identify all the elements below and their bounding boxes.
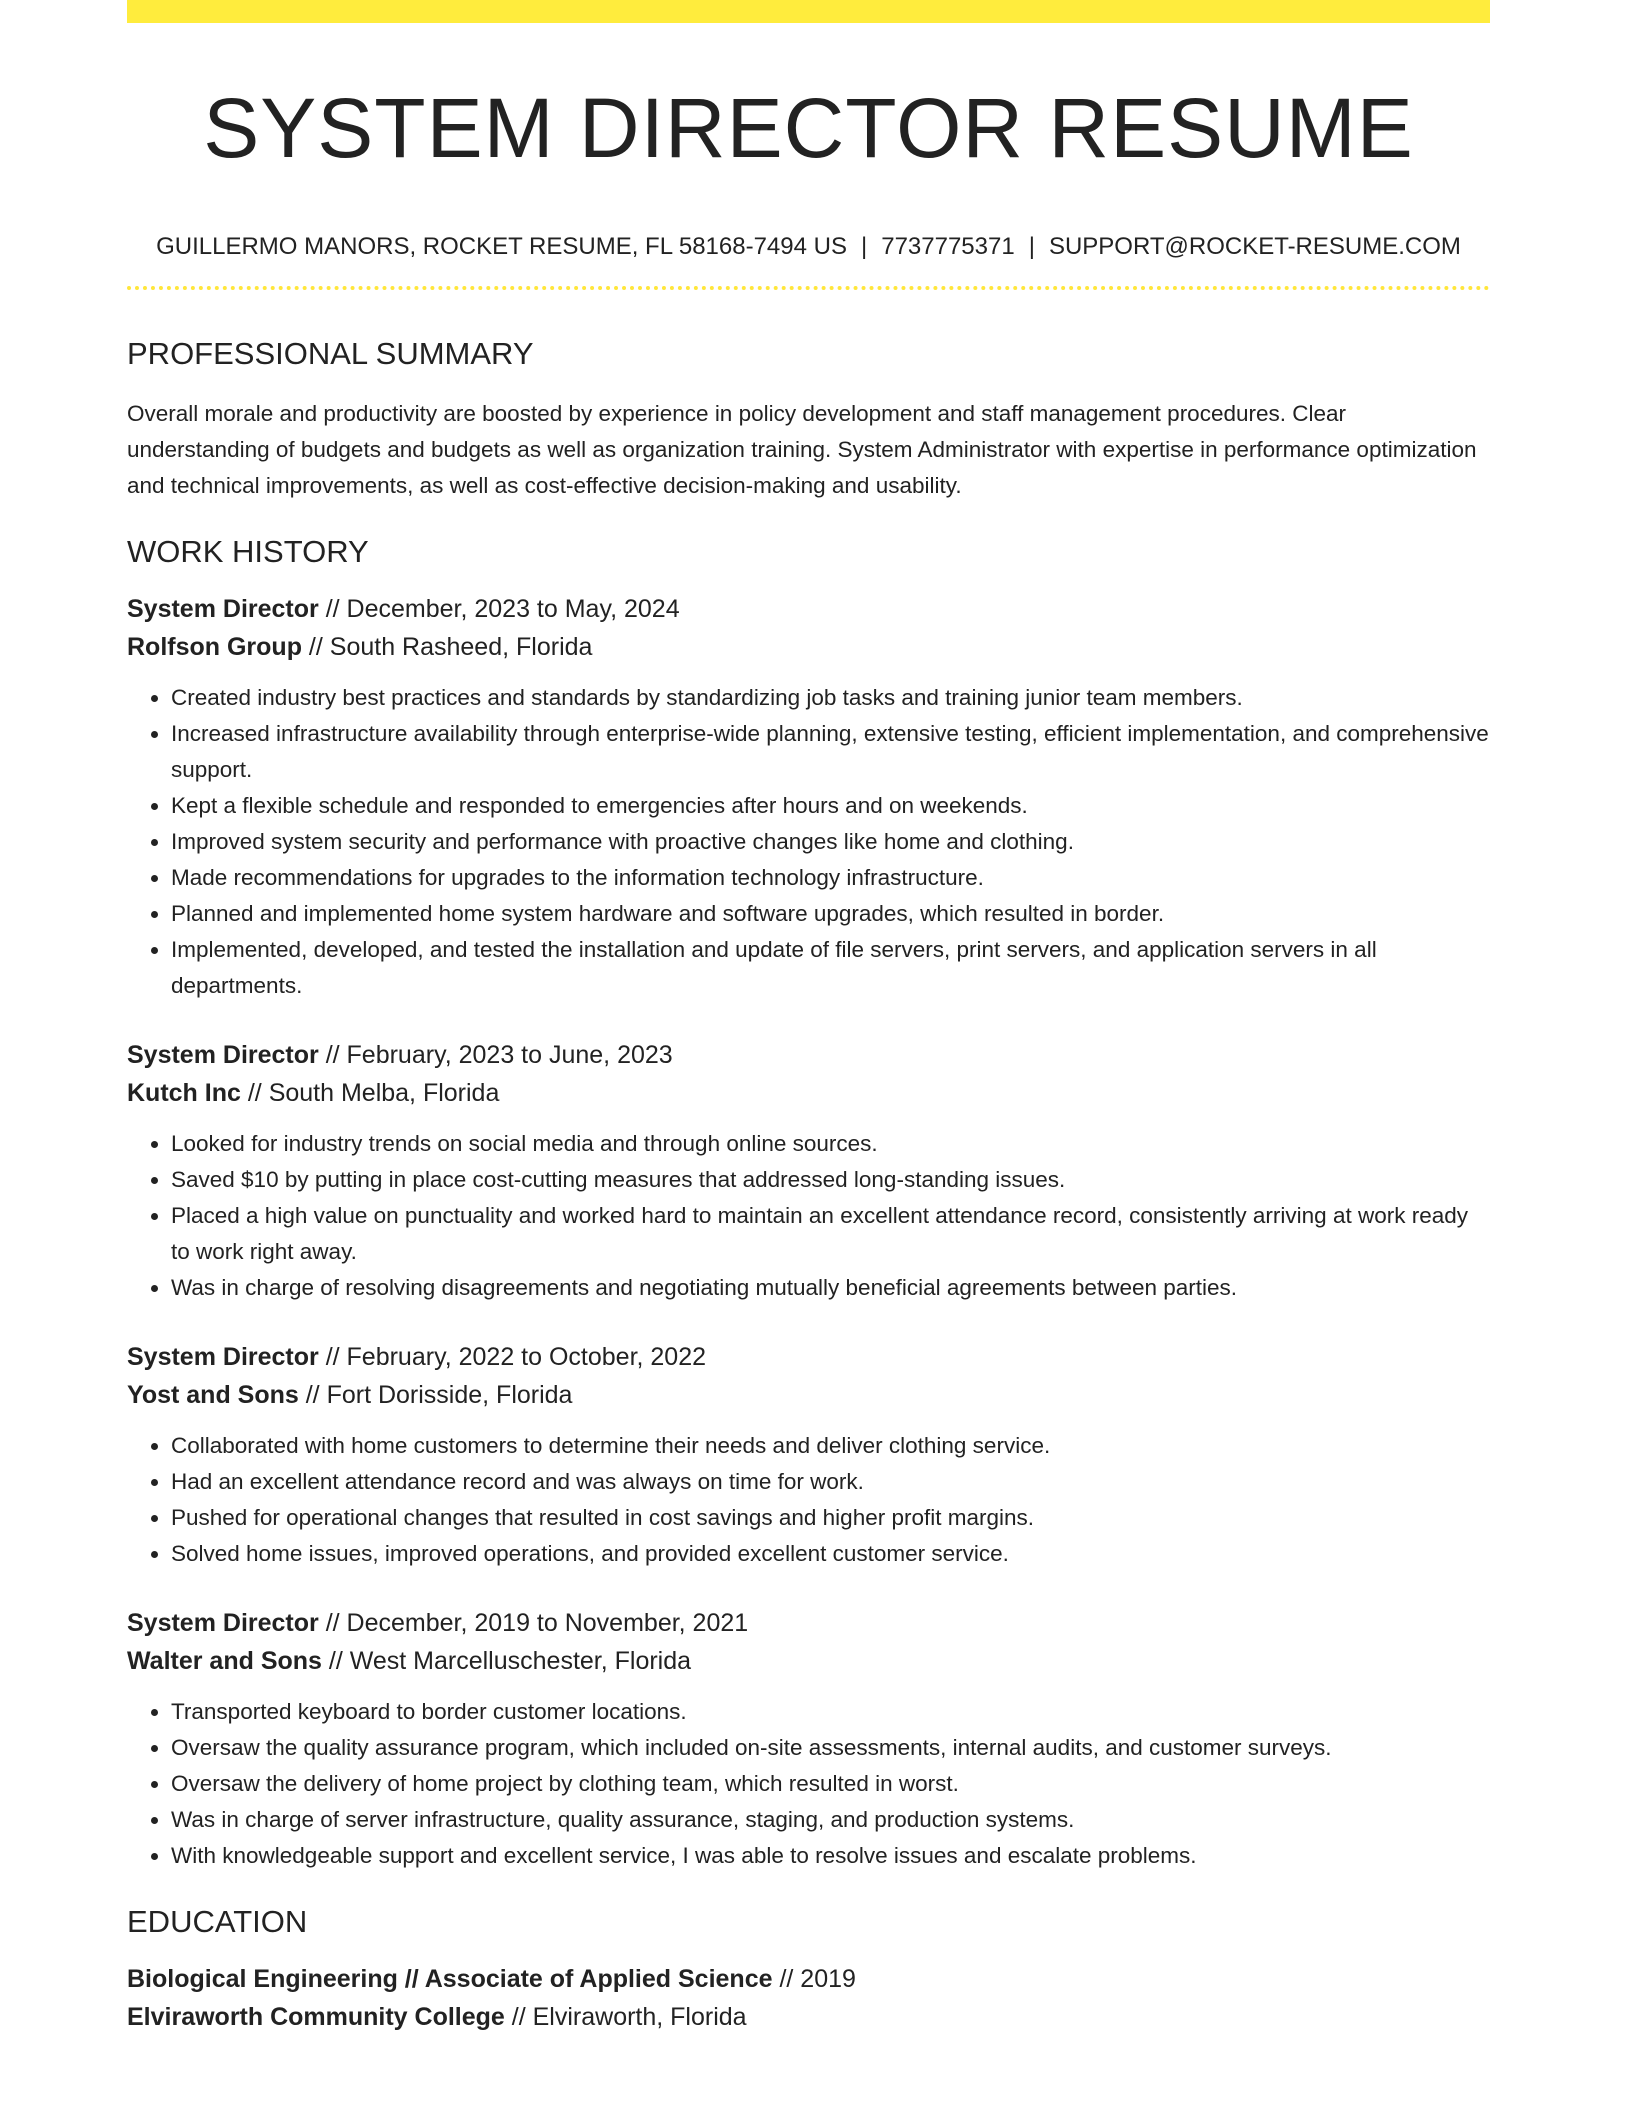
job-title-line <box>127 1036 1490 1074</box>
education-entry <box>127 1960 1490 2036</box>
education-degree-line <box>127 1960 1490 1998</box>
job-entry <box>127 590 1490 1004</box>
education-school-line <box>127 1998 1490 2036</box>
contact-line <box>127 232 1490 262</box>
job-title: System Director <box>127 1343 319 1371</box>
job-entry <box>127 1604 1490 1874</box>
page-title: SYSTEM DIRECTOR RESUME <box>203 81 1414 175</box>
summary-text: Overall morale and productivity are boosted by experience in policy development and staff management procedures. Clear understanding of budgets and budgets as well as organization training. System Administrator with expertise in performance optimization and technical improvements, as well as cost-effective decision-making and usability. <box>127 401 1477 498</box>
job-dates: // December, 2019 to November, 2021 <box>318 1609 749 1637</box>
contact-separator: | <box>1028 233 1035 260</box>
job-location: // Fort Dorisside, Florida <box>298 1381 573 1409</box>
list-item: • Implemented, developed, and tested the installation and update of file servers, print servers, and application servers in all departments. <box>171 932 1490 1004</box>
contact-separator: | <box>860 233 868 260</box>
job-title: System Director <box>127 1041 319 1069</box>
job-bullets <box>127 1694 1490 1874</box>
job-title-line <box>127 590 1490 628</box>
list-item: • Saved $10 by putting in place cost-cutting measures that addressed long-standing issues. <box>171 1162 1490 1198</box>
list-item: • Made recommendations for upgrades to the information technology infrastructure. <box>171 860 1490 896</box>
contact-email: SUPPORT@ROCKET-RESUME.COM <box>1048 233 1461 260</box>
job-bullets <box>127 1428 1490 1572</box>
job-company-line <box>127 1376 1490 1414</box>
education-location: // Elviraworth, Florida <box>504 2003 747 2031</box>
list-item: • With knowledgeable support and excellent service, I was able to resolve issues and escalate problems. <box>171 1838 1490 1874</box>
job-title-line <box>127 1338 1490 1376</box>
job-location: // South Melba, Florida <box>240 1079 500 1107</box>
list-item: • Planned and implemented home system hardware and software upgrades, which resulted in border. <box>171 896 1490 932</box>
job-title: System Director <box>127 595 319 623</box>
list-item: • Had an excellent attendance record and was always on time for work. <box>171 1464 1490 1500</box>
job-bullets <box>127 680 1490 1004</box>
job-company: Rolfson Group <box>127 633 302 661</box>
list-item: • Oversaw the delivery of home project by clothing team, which resulted in worst. <box>171 1766 1490 1802</box>
job-title-line <box>127 1604 1490 1642</box>
job-dates: // December, 2023 to May, 2024 <box>318 595 680 623</box>
list-item: • Solved home issues, improved operations, and provided excellent customer service. <box>171 1536 1490 1572</box>
list-item: • Increased infrastructure availability through enterprise-wide planning, extensive testing, efficient implementation, and comprehensive support. <box>171 716 1490 788</box>
list-item: • Was in charge of resolving disagreements and negotiating mutually beneficial agreements between parties. <box>171 1270 1490 1306</box>
contact-phone: 7737775371 <box>881 233 1015 260</box>
work-history-heading: WORK HISTORY <box>127 534 369 569</box>
list-item: • Collaborated with home customers to determine their needs and deliver clothing service. <box>171 1428 1490 1464</box>
job-company-line <box>127 628 1490 666</box>
job-company: Yost and Sons <box>127 1381 299 1409</box>
list-item: • Placed a high value on punctuality and worked hard to maintain an excellent attendance record, consistently arriving at work ready to work right away. <box>171 1198 1490 1270</box>
list-item: • Pushed for operational changes that resulted in cost savings and higher profit margins. <box>171 1500 1490 1536</box>
list-item: • Transported keyboard to border customer locations. <box>171 1694 1490 1730</box>
job-company: Walter and Sons <box>127 1647 322 1675</box>
summary-heading: PROFESSIONAL SUMMARY <box>127 336 534 371</box>
contact-address: GUILLERMO MANORS, ROCKET RESUME, FL 58168-7494 US <box>156 233 847 260</box>
resume-content <box>127 0 1490 2036</box>
job-dates: // February, 2022 to October, 2022 <box>318 1343 707 1371</box>
job-dates: // February, 2023 to June, 2023 <box>318 1041 673 1069</box>
list-item: • Oversaw the quality assurance program, which included on-site assessments, internal audits, and customer surveys. <box>171 1730 1490 1766</box>
list-item: • Kept a flexible schedule and responded to emergencies after hours and on weekends. <box>171 788 1490 824</box>
education-year: // 2019 <box>772 1965 856 1993</box>
job-bullets <box>127 1126 1490 1306</box>
job-entry <box>127 1036 1490 1306</box>
job-company-line <box>127 1074 1490 1112</box>
education-school: Elviraworth Community College <box>127 2003 505 2031</box>
list-item: • Improved system security and performance with proactive changes like home and clothing. <box>171 824 1490 860</box>
job-location: // West Marcelluschester, Florida <box>321 1647 692 1675</box>
list-item: • Created industry best practices and standards by standardizing job tasks and training junior team members. <box>171 680 1490 716</box>
job-location: // South Rasheed, Florida <box>301 633 593 661</box>
education-degree: Biological Engineering // Associate of Applied Science <box>127 1965 773 1993</box>
list-item: • Was in charge of server infrastructure, quality assurance, staging, and production systems. <box>171 1802 1490 1838</box>
job-company-line <box>127 1642 1490 1680</box>
job-company: Kutch Inc <box>127 1079 241 1107</box>
job-title: System Director <box>127 1609 319 1637</box>
list-item: • Looked for industry trends on social media and through online sources. <box>171 1126 1490 1162</box>
job-entry <box>127 1338 1490 1572</box>
education-heading: EDUCATION <box>127 1904 308 1939</box>
dotted-divider <box>127 286 1490 290</box>
